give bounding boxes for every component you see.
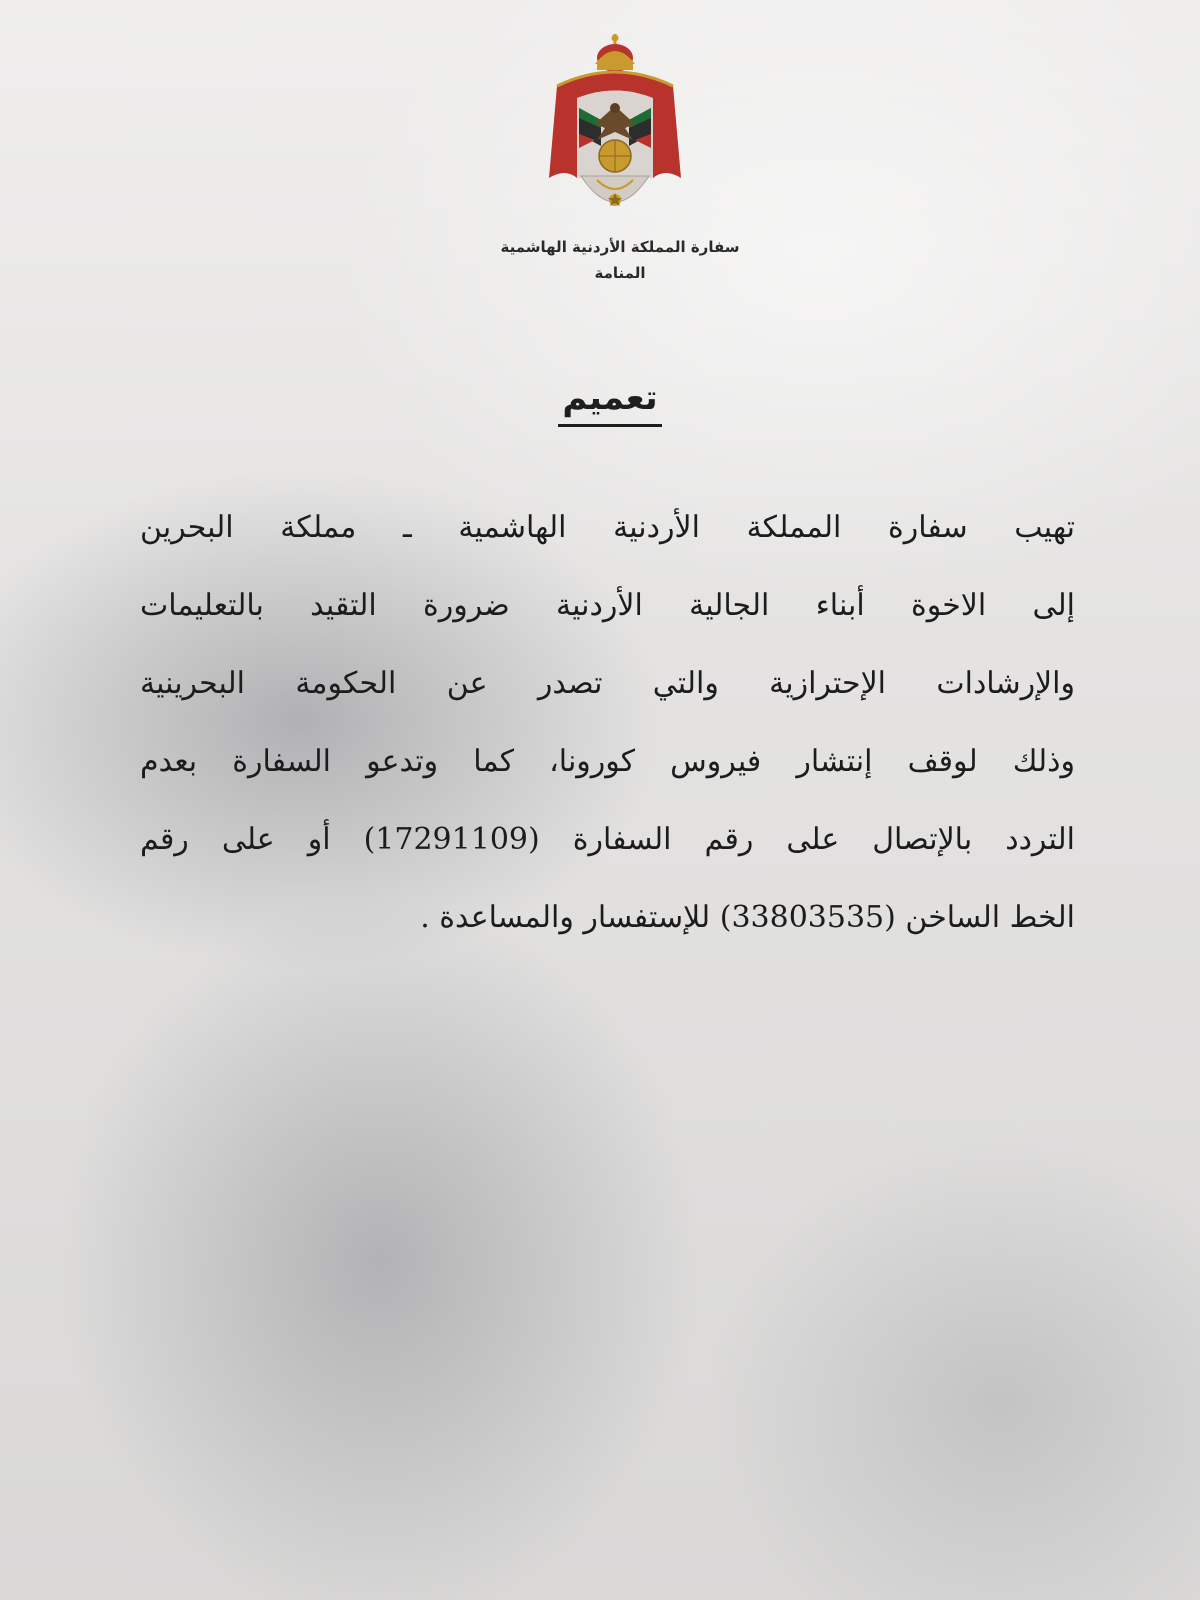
circular-title: تعميم [558, 378, 661, 427]
body-line: التردد بالإتصال على رقم السفارة (17291109) أو على رقم [140, 822, 1076, 857]
body-line: والإرشادات الإحترازية والتي تصدر عن الحكومة البحرينية [140, 666, 1075, 701]
body-line: تهيب سفارة المملكة الأردنية الهاشمية ـ مملكة البحرين [140, 510, 1075, 545]
globe-icon [599, 140, 631, 172]
embassy-city: المنامة [594, 264, 646, 282]
body-line: إلى الاخوة أبناء الجالية الأردنية ضرورة التقيد بالتعليمات [140, 588, 1075, 623]
body-line: وذلك لوقف إنتشار فيروس كورونا، كما وتدعو السفارة بعدم [140, 744, 1075, 779]
embassy-letterhead [440, 234, 800, 286]
body-line: الخط الساخن (33803535) للإستفسار والمساعدة . [420, 900, 1075, 935]
circular-body [140, 500, 1075, 968]
shield-icon [581, 176, 649, 206]
page-title [460, 378, 760, 427]
crown-icon [595, 34, 635, 72]
embassy-name: سفارة المملكة الأردنية الهاشمية [500, 238, 740, 256]
jordan-coat-of-arms-icon [535, 28, 695, 228]
